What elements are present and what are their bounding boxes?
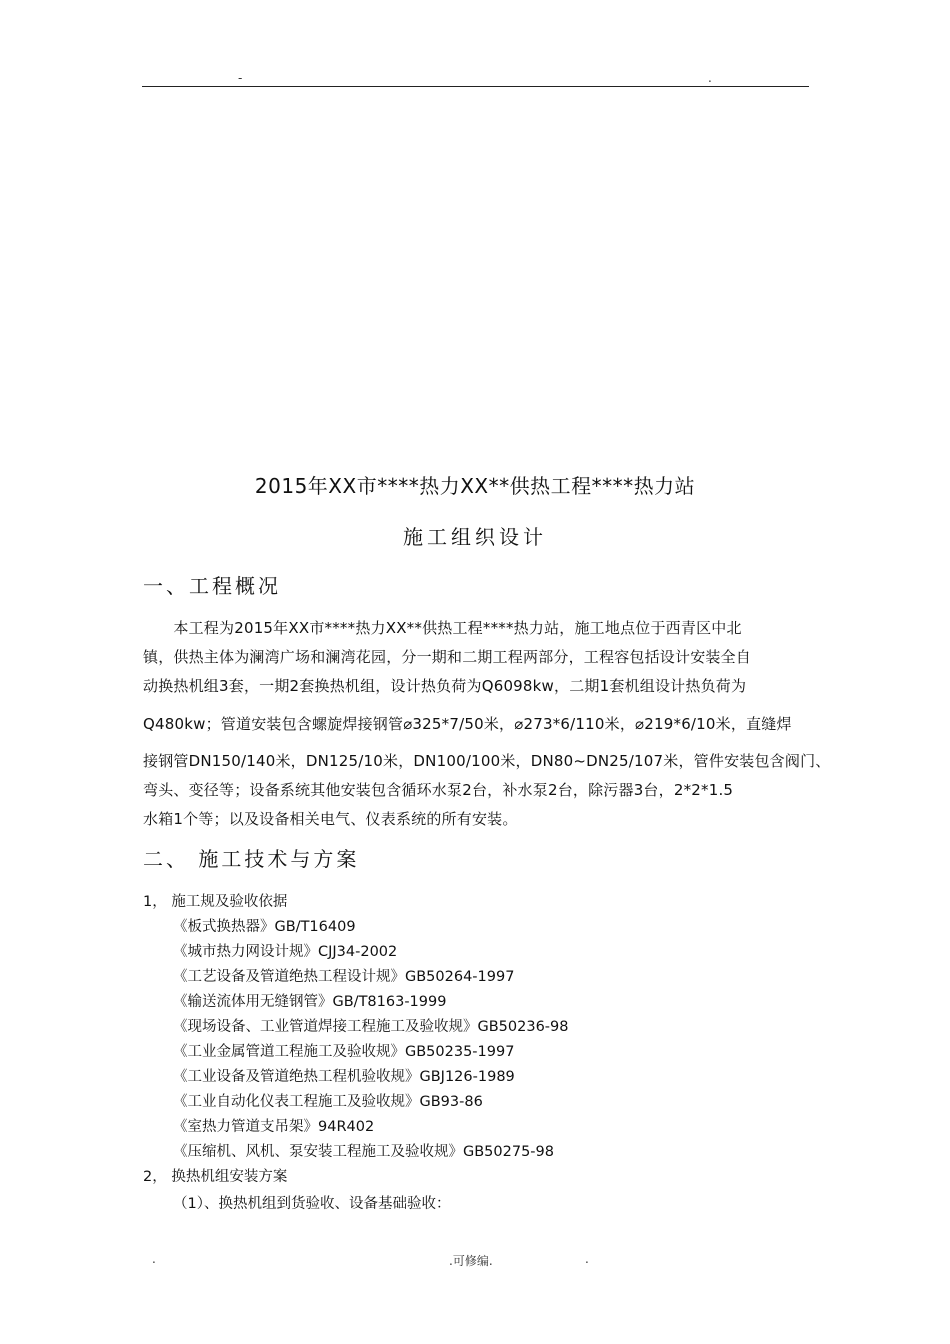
standard-item: 《现场设备、工业管道焊接工程施工及验收规》GB50236-98	[173, 1019, 569, 1035]
header-mark-right: .	[708, 71, 712, 85]
standard-item: 《压缩机、风机、泵安装工程施工及验收规》GB50275-98	[173, 1144, 554, 1160]
paragraph-line: 弯头、变径等；设备系统其他安装包含循环水泵2台，补水泵2台，除污器3台，2*2*1.5	[143, 781, 734, 799]
subsection-title-standards: 1， 施工规及验收依据	[143, 894, 288, 910]
subsection-title-installation: 2， 换热机组安装方案	[143, 1169, 288, 1185]
section-heading-technology: 二、 施工技术与方案	[143, 847, 360, 871]
document-title: 2015年XX市****热力XX**供热工程****热力站	[254, 474, 696, 498]
standard-item: 《工业金属管道工程施工及验收规》GB50235-1997	[173, 1044, 515, 1060]
footer-left-mark: .	[152, 1252, 156, 1266]
paragraph-line: Q480kw；管道安装包含螺旋焊接钢管⌀325*7/50米，⌀273*6/110米，⌀219*6/10米，直缝焊	[143, 715, 792, 733]
standard-item: 《工业自动化仪表工程施工及验收规》GB93-86	[173, 1094, 483, 1110]
header-mark-left: -	[238, 71, 243, 85]
footer-label: .可修编.	[449, 1254, 493, 1268]
paragraph-line: 水箱1个等；以及设备相关电气、仪表系统的所有安装。	[143, 810, 518, 828]
standard-item: 《室热力管道支吊架》94R402	[173, 1119, 375, 1135]
paragraph-line: 接钢管DN150/140米，DN125/10米，DN100/100米，DN80~DN25/107米，管件安装包含阀门、	[143, 752, 831, 770]
document-subtitle: 施工组织设计	[403, 525, 547, 549]
installation-step-1: （1）、换热机组到货验收、设备基础验收：	[173, 1196, 451, 1212]
paragraph-line: 动换热机组3套，一期2套换热机组，设计热负荷为Q6098kw，二期1套机组设计热负荷为	[143, 677, 747, 695]
header-rule	[142, 86, 809, 87]
paragraph-line: 镇，供热主体为澜湾广场和澜湾花园，分一期和二期工程两部分，工程容包括设计安装全自	[143, 648, 752, 666]
footer-right-mark: .	[585, 1252, 589, 1266]
standard-item: 《板式换热器》GB/T16409	[173, 919, 356, 935]
standard-item: 《输送流体用无缝钢管》GB/T8163-1999	[173, 994, 447, 1010]
standard-item: 《城市热力网设计规》CJJ34-2002	[173, 944, 398, 960]
standard-item: 《工业设备及管道绝热工程机验收规》GBJ126-1989	[173, 1069, 515, 1085]
standard-item: 《工艺设备及管道绝热工程设计规》GB50264-1997	[173, 969, 515, 985]
section-heading-overview: 一、工程概况	[143, 574, 281, 598]
overview-paragraph	[143, 617, 831, 837]
paragraph-line: 本工程为2015年XX市****热力XX**供热工程****热力站，施工地点位于西青区中北	[143, 619, 742, 637]
